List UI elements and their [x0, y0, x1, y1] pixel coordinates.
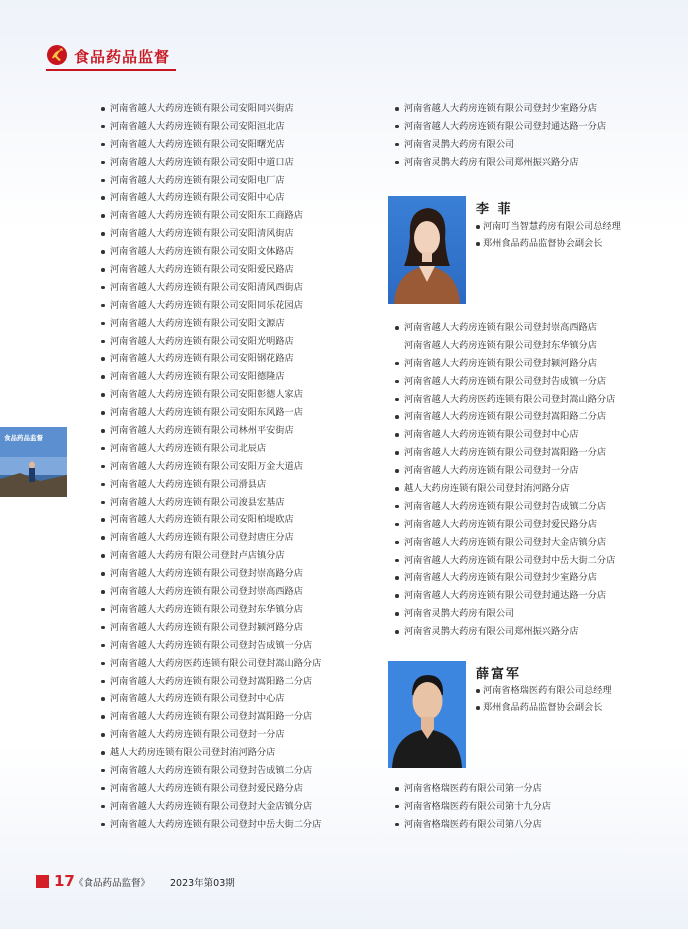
list-item: 河南省格瑞医药有限公司第八分店	[395, 816, 675, 834]
list-item: 河南省越人大药房连锁有限公司登封大金店镇分店	[395, 534, 675, 552]
list-item: 河南省越人大药房连锁有限公司北辰店	[101, 440, 381, 458]
list-item: 河南省越人大药房连锁有限公司安阳文体路店	[101, 243, 381, 261]
person2-title-1: 河南省格瑞医药有限公司总经理	[476, 682, 612, 699]
footer-page-number: 17	[54, 872, 75, 890]
list-item: 河南省越人大药房连锁有限公司安阳清风西街店	[101, 279, 381, 297]
list-item: 河南省越人大药房连锁有限公司登封东华镇分店	[404, 339, 597, 351]
list-item: 河南省越人大药房连锁有限公司登封告成镇二分店	[101, 762, 381, 780]
list-item: 河南省越人大药房连锁有限公司安阳彰德人家店	[101, 386, 381, 404]
person1-title-1: 河南叮当智慧药房有限公司总经理	[476, 218, 621, 235]
list-item: 河南省越人大药房连锁有限公司安阳同兴街店	[101, 100, 381, 118]
list-item: 河南省越人大药房连锁有限公司登封爱民路分店	[101, 780, 381, 798]
person1-name: 李 菲	[476, 202, 513, 217]
list-item: 河南省越人大药房连锁有限公司登封中岳大街二分店	[101, 816, 381, 834]
list-item: 越人大药房连锁有限公司登封洧河路分店	[101, 744, 381, 762]
list-item: 河南省灵鹊大药房有限公司郑州振兴路分店	[395, 154, 675, 172]
right-top-store-list	[395, 100, 675, 172]
list-item: 河南省越人大药房连锁有限公司登封颍河路分店	[395, 355, 675, 373]
side-cover-label: 食品药品监督	[4, 434, 43, 442]
list-item: 河南省越人大药房连锁有限公司登封告成镇一分店	[101, 637, 381, 655]
list-item: 河南省越人大药房连锁有限公司登封通达路一分店	[395, 118, 675, 136]
left-store-list	[101, 100, 381, 834]
list-item: 河南省越人大药房连锁有限公司登封告成镇二分店	[395, 498, 675, 516]
magazine-header	[46, 44, 176, 70]
list-item: 河南省越人大药房连锁有限公司登封崇高西路店	[101, 583, 381, 601]
list-item: 河南省越人大药房连锁有限公司登封东华镇分店	[101, 601, 381, 619]
list-item: 河南省越人大药房连锁有限公司登封少室路分店	[395, 569, 675, 587]
list-item: 河南省越人大药房连锁有限公司登封崇高西路店	[395, 319, 675, 337]
list-item: 河南省越人大药房连锁有限公司安阳曙光店	[101, 136, 381, 154]
list-item: 河南省越人大药房连锁有限公司登封一分店	[395, 462, 675, 480]
list-item: 河南省越人大药房连锁有限公司安阳文源店	[101, 315, 381, 333]
list-item: 河南省越人大药房连锁有限公司安阳光明路店	[101, 333, 381, 351]
list-item: 河南省越人大药房连锁有限公司登封嵩阳路二分店	[395, 408, 675, 426]
side-cover-thumbnail	[0, 427, 67, 497]
person1-photo	[388, 196, 466, 304]
list-item: 河南省越人大药房连锁有限公司登封唐庄分店	[101, 529, 381, 547]
list-item: 河南省越人大药房连锁有限公司登封少室路分店	[395, 100, 675, 118]
list-item: 河南省越人大药房连锁有限公司登封嵩阳路一分店	[395, 444, 675, 462]
list-item: 河南省越人大药房连锁有限公司登封告成镇一分店	[395, 373, 675, 391]
list-item: 河南省越人大药房连锁有限公司安阳中道口店	[101, 154, 381, 172]
list-item: 河南省越人大药房连锁有限公司登封通达路一分店	[395, 587, 675, 605]
footer-square-icon	[36, 875, 49, 888]
list-item: 河南省越人大药房连锁有限公司安阳柏堤欧店	[101, 511, 381, 529]
party-emblem-icon	[46, 44, 68, 66]
list-item: 河南省越人大药房连锁有限公司安阳洹北店	[101, 118, 381, 136]
right-mid-store-list	[395, 319, 675, 641]
list-item: 河南省越人大药房连锁有限公司登封嵩阳路一分店	[101, 708, 381, 726]
header-underline	[46, 69, 176, 71]
person2-photo	[388, 661, 466, 768]
list-item: 河南省越人大药房连锁有限公司滑县店	[101, 476, 381, 494]
list-item: 河南省越人大药房连锁有限公司林州平安街店	[101, 422, 381, 440]
list-item: 河南省越人大药房连锁有限公司登封崇高路分店	[101, 565, 381, 583]
footer-magazine-name: 《食品药品监督》	[74, 878, 151, 889]
list-item: 河南省越人大药房连锁有限公司登封爱民路分店	[395, 516, 675, 534]
list-item: 河南省越人大药房医药连锁有限公司登封嵩山路分店	[101, 655, 381, 673]
footer-issue: 2023年第03期	[170, 878, 235, 889]
list-item: 河南省越人大药房连锁有限公司登封中心店	[395, 426, 675, 444]
header-title: 食品药品监督	[74, 48, 171, 66]
list-item: 河南省越人大药房连锁有限公司安阳万金大道店	[101, 458, 381, 476]
list-item: 河南省越人大药房连锁有限公司登封一分店	[101, 726, 381, 744]
list-item: 河南省越人大药房连锁有限公司浚县宏基店	[101, 494, 381, 512]
list-item: 河南省越人大药房连锁有限公司安阳电厂店	[101, 172, 381, 190]
list-item: 河南省越人大药房连锁有限公司登封颍河路分店	[101, 619, 381, 637]
list-item: 河南省越人大药房有限公司登封卢店镇分店	[101, 547, 381, 565]
list-item: 河南省越人大药房连锁有限公司安阳钢花路店	[101, 350, 381, 368]
list-item: 河南省越人大药房连锁有限公司登封嵩阳路二分店	[101, 673, 381, 691]
list-item: 河南省灵鹊大药房有限公司郑州振兴路分店	[395, 623, 675, 641]
person1-title-2: 郑州食品药品监督协会副会长	[476, 235, 602, 252]
right-bottom-store-list	[395, 780, 675, 834]
list-item: 河南省越人大药房连锁有限公司安阳东工商路店	[101, 207, 381, 225]
list-item: 河南省越人大药房连锁有限公司安阳同乐花园店	[101, 297, 381, 315]
list-item: 河南省越人大药房连锁有限公司安阳中心店	[101, 189, 381, 207]
list-item: 河南省越人大药房连锁有限公司登封大金店镇分店	[101, 798, 381, 816]
list-item: 河南省格瑞医药有限公司第十九分店	[395, 798, 675, 816]
list-item: 河南省越人大药房连锁有限公司安阳德隆店	[101, 368, 381, 386]
list-item: 河南省越人大药房连锁有限公司安阳爱民路店	[101, 261, 381, 279]
list-item: 河南省灵鹊大药房有限公司	[395, 136, 675, 154]
person2-name: 薛富军	[476, 667, 522, 682]
list-item: 河南省灵鹊大药房有限公司	[395, 605, 675, 623]
list-item: 河南省越人大药房连锁有限公司登封中心店	[101, 690, 381, 708]
list-item: 河南省越人大药房医药连锁有限公司登封嵩山路分店	[395, 391, 675, 409]
list-item: 河南省格瑞医药有限公司第一分店	[395, 780, 675, 798]
list-item: 河南省越人大药房连锁有限公司安阳东风路一店	[101, 404, 381, 422]
person2-title-2: 郑州食品药品监督协会副会长	[476, 699, 602, 716]
list-item: 越人大药房连锁有限公司登封洧河路分店	[395, 480, 675, 498]
list-item: 河南省越人大药房连锁有限公司登封中岳大街二分店	[395, 552, 675, 570]
list-item: 河南省越人大药房连锁有限公司安阳清风街店	[101, 225, 381, 243]
